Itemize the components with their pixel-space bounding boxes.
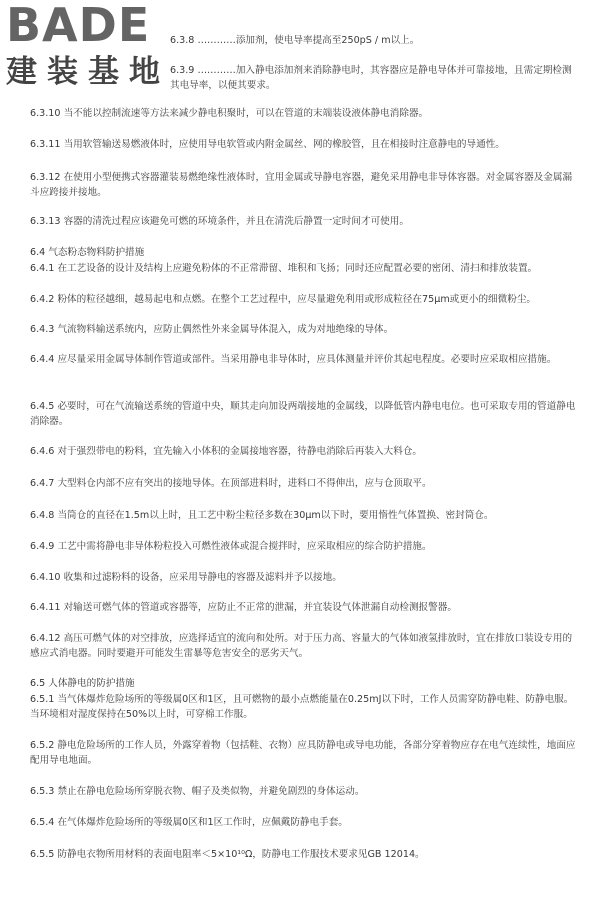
paragraph-6-4-11: 6.4.11 对输送可燃气体的管道或容器等，应防止不正常的泄漏，并宜装设气体泄漏自动检测报警器。 (30, 602, 457, 613)
paragraph-6-5-2: 6.5.2 静电危险场所的工作人员，外露穿着物（包括鞋、衣物）应具防静电或导电功能，各部分穿着物应存在电气连续性，地面应配用导电地面。 (30, 740, 576, 766)
paragraph-6-4-1: 6.4.1 在工艺设备的设计及结构上应避免粉体的不正常滞留、堆积和飞扬；同时还应配置必要的密闭、清扫和排放装置。 (30, 263, 538, 274)
paragraph-6-3-9: 6.3.9 …………加入静电添加剂来消除静电时，其容器应是静电导体并可靠接地，且需定期检测其电导率，以便其要求。 (170, 65, 572, 91)
paragraph-6-4-4: 6.4.4 应尽量采用金属导体制作管道或部件。当采用静电非导体时，应具体测量并评价其起电程度。必要时应采取相应措施。 (30, 354, 557, 365)
paragraph-6-5-3: 6.5.3 禁止在静电危险场所穿脱衣物、帽子及类似物，并避免剧烈的身体运动。 (30, 786, 365, 797)
paragraph-6-4-10: 6.4.10 收集和过滤粉料的设备，应采用导静电的容器及滤料并予以接地。 (30, 572, 342, 583)
paragraph-6-3-13: 6.3.13 容器的清洗过程应该避免可燃的环境条件，并且在清洗后静置一定时间才可使用。 (30, 216, 409, 227)
paragraph-6-4-9: 6.4.9 工艺中需将静电非导体粉粒投入可燃性液体或混合搅拌时，应采取相应的综合防护措施。 (30, 541, 432, 552)
section-heading-6-4: 6.4 气态粉态物料防护措施 (30, 247, 145, 258)
paragraph-6-5-4: 6.5.4 在气体爆炸危险场所的等级属0区和1区工作时，应佩戴防静电手套。 (30, 817, 348, 828)
paragraph-6-4-6: 6.4.6 对于强烈带电的粉料，宜先输入小体积的金属接地容器，待静电消除后再装入大料仓。 (30, 446, 423, 457)
paragraph-6-4-12: 6.4.12 高压可燃气体的对空排放，应选择适宜的流向和处所。对于压力高、容量大的气体如液氢排放时，宜在排放口装设专用的感应式消电器。同时要避开可能发生雷暴等危害安全的恶劣天气。 (30, 633, 573, 659)
paragraph-6-4-2: 6.4.2 粉体的粒径越细，越易起电和点燃。在整个工艺过程中，应尽量避免利用或形成粒径在75μm或更小的细微粉尘。 (30, 294, 537, 305)
paragraph-6-4-7: 6.4.7 大型料仓内部不应有突出的接地导体。在顶部进料时，进料口不得伸出，应与仓顶取平。 (30, 478, 432, 489)
paragraph-6-4-3: 6.4.3 气流物料输送系统内，应防止偶然性外来金属导体混入，成为对地绝缘的导体。 (30, 324, 394, 335)
bade-logo (6, 2, 181, 94)
paragraph-6-3-11: 6.3.11 当用软管输送易燃液体时，应使用导电软管或内附金属丝、网的橡胶管，且在相接时注意静电的导通性。 (30, 139, 505, 150)
logo-cjk-text: 建装基地 (6, 54, 170, 90)
paragraph-6-3-10: 6.3.10 当不能以控制流速等方法来减少静电积聚时，可以在管道的末端装设液体静电消除器。 (30, 108, 429, 119)
paragraph-6-5-5: 6.5.5 防静电衣物所用材料的表面电阻率＜5×10¹⁰Ω，防静电工作服技术要求见GB 12014。 (30, 849, 425, 860)
paragraph-6-3-8: 6.3.8 …………添加剂，使电导率提高至250pS / m以上。 (170, 35, 420, 46)
paragraph-6-3-12: 6.3.12 在使用小型便携式容器灌装易燃绝缘性液体时，宜用金属或导静电容器，避免采用静电非导体容器。对金属容器及金属漏斗应跨接并接地。 (30, 172, 573, 198)
paragraph-6-4-5: 6.4.5 必要时，可在气流输送系统的管道中央，顺其走向加设两端接地的金属线，以降低管内静电电位。也可采取专用的管道静电消除器。 (30, 401, 576, 427)
section-heading-6-5: 6.5 人体静电的防护措施 (30, 678, 135, 689)
logo-latin-text: BADE (6, 0, 151, 52)
paragraph-6-5-1: 6.5.1 当气体爆炸危险场所的等级属0区和1区，且可燃物的最小点燃能量在0.25mJ以下时，工作人员需穿防静电鞋、防静电服。当环境相对湿度保持在50%以上时，可穿棉工作服。 (30, 694, 574, 720)
paragraph-6-4-8: 6.4.8 当筒仓的直径在1.5m以上时，且工艺中粉尘粒径多数在30μm以下时，要用惰性气体置换、密封筒仓。 (30, 510, 494, 521)
